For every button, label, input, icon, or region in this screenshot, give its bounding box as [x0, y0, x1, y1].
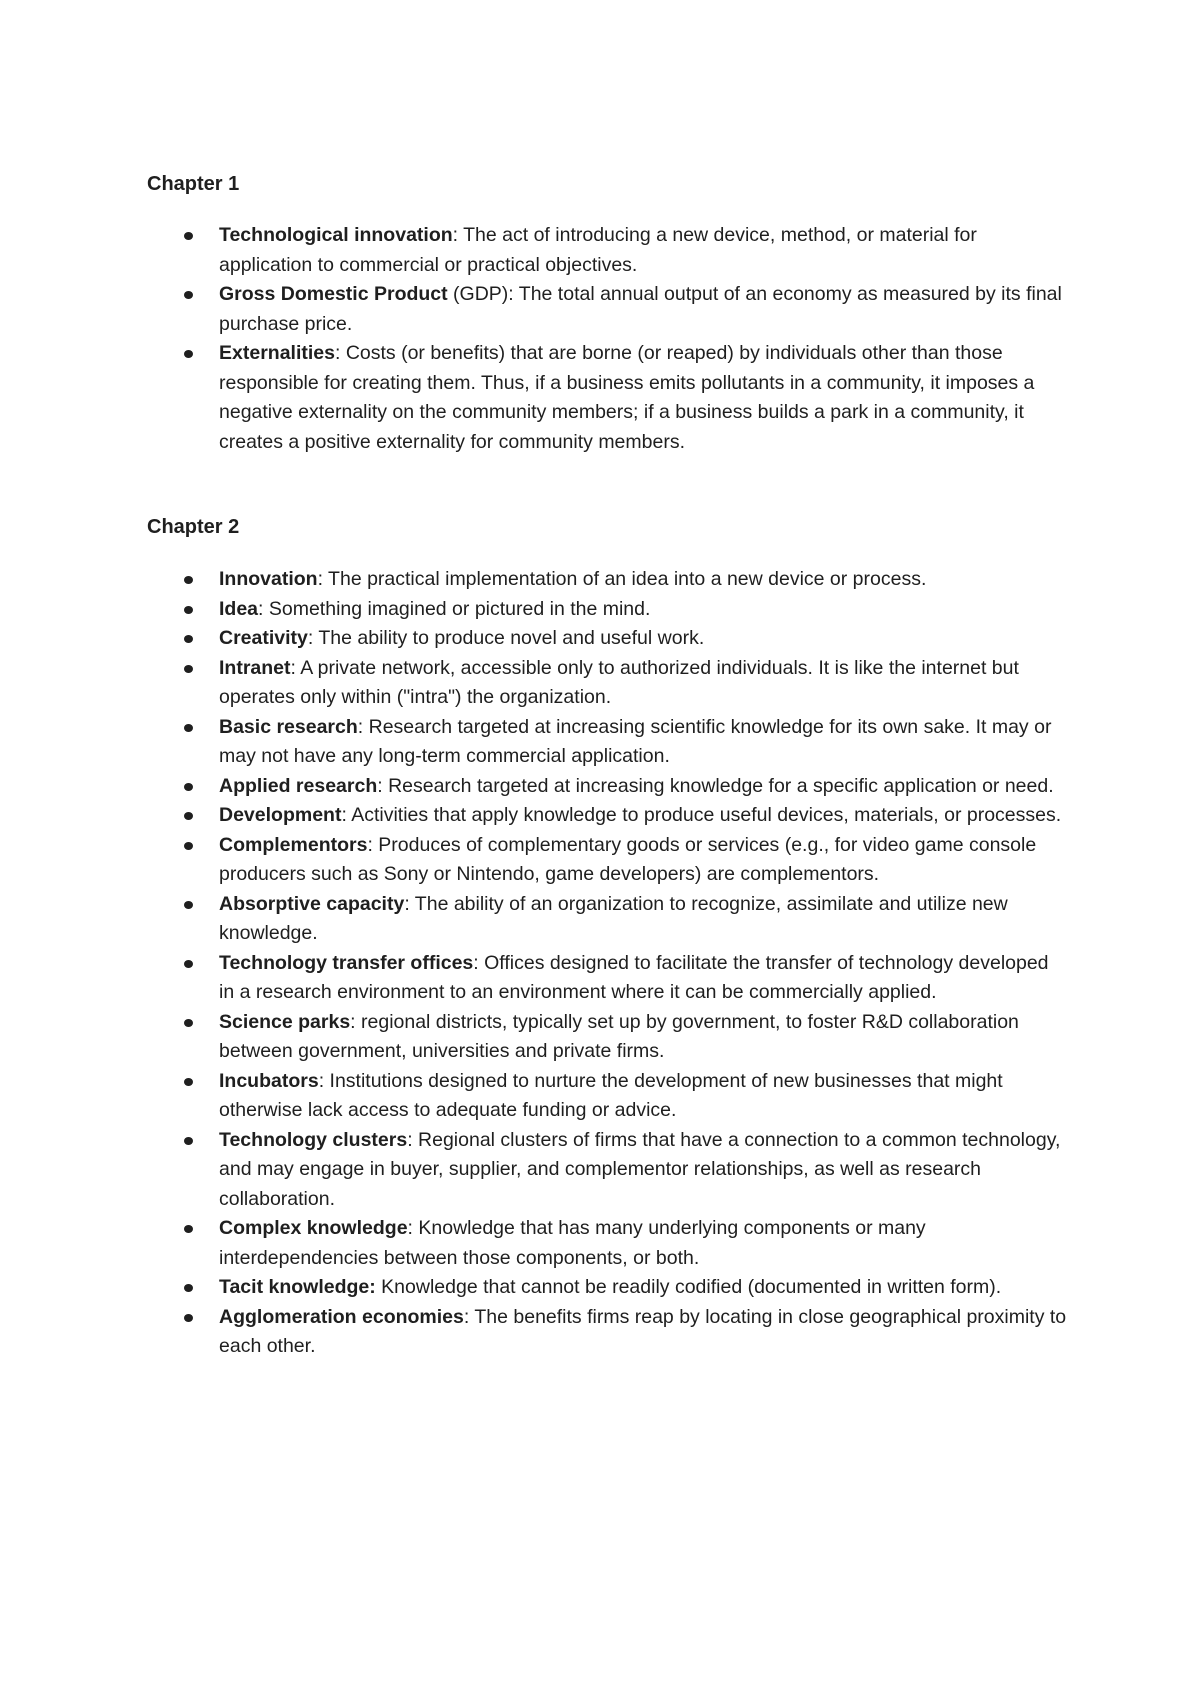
term-definition: : Regional clusters of firms that have a connection to a common technology, and may engage in buyer, supplier, and complementor relationships, as well as research collaboration.	[219, 1128, 1061, 1210]
bullet-icon	[184, 901, 193, 909]
list-item	[147, 1126, 1067, 1215]
list-item	[147, 1008, 1067, 1067]
bullet-icon	[184, 1225, 193, 1233]
term-definition: : Research targeted at increasing scientific knowledge for its own sake. It may or may not have any long-term commercial application.	[219, 715, 1052, 767]
list-item	[147, 339, 1067, 457]
term-definition: : The practical implementation of an idea into a new device or process.	[317, 568, 927, 590]
term-definition: : The ability of an organization to recognize, assimilate and utilize new knowledge.	[219, 892, 1008, 944]
term-name: Technology clusters	[219, 1128, 408, 1151]
bullet-icon	[184, 665, 193, 673]
term-name: Gross Domestic Product	[219, 283, 448, 305]
list-item	[147, 949, 1067, 1008]
term-definition: : The benefits firms reap by locating in close geographical proximity to each other.	[219, 1305, 1067, 1357]
bullet-icon	[184, 232, 193, 240]
term-definition: : Produces of complementary goods or services (e.g., for video game console producers such as Sony or Nintendo, game developers) are complementors.	[219, 833, 1037, 885]
list-item	[147, 280, 1067, 339]
term-definition: : Knowledge that has many underlying components or many interdependencies between those components, or both.	[219, 1217, 926, 1269]
bullet-icon	[184, 635, 193, 643]
term-name: Complementors	[219, 833, 368, 856]
bullet-icon	[184, 1137, 193, 1145]
term-definition: (GDP): The total annual output of an economy as measured by its final purchase price.	[219, 283, 1062, 335]
bullet-icon	[184, 606, 193, 614]
list-item	[147, 1303, 1067, 1362]
list-item	[147, 713, 1067, 772]
list-item	[147, 1273, 1067, 1303]
chapter-1-heading: Chapter 1	[147, 173, 240, 195]
chapter-2-heading: Chapter 2	[147, 516, 240, 538]
term-definition: : The act of introducing a new device, method, or material for application to commercial or practical objectives.	[219, 224, 977, 276]
list-item	[147, 654, 1067, 713]
term-definition: : regional districts, typically set up by government, to foster R&D collaboration between government, universities and private firms.	[219, 1010, 1019, 1062]
term-definition: Knowledge that cannot be readily codified (documented in written form).	[375, 1276, 1002, 1298]
term-name: Complex knowledge	[219, 1217, 408, 1239]
term-name: Technology transfer offices	[219, 951, 474, 974]
bullet-icon	[184, 291, 193, 299]
term-definition: : Costs (or benefits) that are borne (or reaped) by individuals other than those responsible for creating them. Thus, if a business emits pollutants in a community, it imposes a negative externality on the community members; if a business builds a park in a community, it creates a positive externality for community members.	[219, 342, 1035, 453]
bullet-icon	[184, 1284, 193, 1292]
term-name: Intranet	[219, 656, 291, 679]
term-name: Incubators	[219, 1069, 319, 1092]
term-name: Basic research	[219, 715, 358, 738]
term-name: Development	[219, 804, 342, 826]
term-definition: : Research targeted at increasing knowledge for a specific application or need.	[377, 774, 1054, 797]
bullet-icon	[184, 842, 193, 850]
term-definition: : Offices designed to facilitate the transfer of technology developed in a research environment to an environment where it can be commercially applied.	[219, 951, 1049, 1003]
list-item	[147, 772, 1067, 802]
list-item	[147, 221, 1067, 280]
list-item	[147, 801, 1067, 831]
term-name: Innovation	[219, 568, 318, 590]
term-name: Tacit knowledge:	[219, 1276, 376, 1298]
bullet-icon	[184, 724, 193, 732]
bullet-icon	[184, 1078, 193, 1086]
bullet-icon	[184, 783, 193, 791]
term-definition: : A private network, accessible only to authorized individuals. It is like the internet but operates only within ("intra") the organization.	[219, 656, 1019, 708]
bullet-icon	[184, 812, 193, 820]
bullet-icon	[184, 1019, 193, 1027]
bullet-icon	[184, 350, 193, 358]
term-name: Technological innovation	[219, 224, 453, 246]
term-name: Science parks	[219, 1010, 351, 1033]
list-item	[147, 1214, 1067, 1273]
term-name: Idea	[219, 597, 259, 620]
bullet-icon	[184, 960, 193, 968]
list-item	[147, 624, 1067, 654]
term-name: Applied research	[219, 774, 378, 797]
term-definition: : Institutions designed to nurture the development of new businesses that might otherwise lack access to adequate funding or advice.	[219, 1069, 1003, 1121]
list-item	[147, 831, 1067, 890]
list-item	[147, 565, 1067, 595]
term-name: Creativity	[219, 627, 308, 649]
term-name: Absorptive capacity	[219, 892, 405, 915]
chapter-1-term-list	[147, 221, 1067, 457]
list-item	[147, 595, 1067, 625]
term-name: Externalities	[219, 342, 335, 364]
bullet-icon	[184, 1314, 193, 1322]
list-item	[147, 1067, 1067, 1126]
term-definition: : The ability to produce novel and useful work.	[307, 627, 705, 649]
term-definition: : Something imagined or pictured in the mind.	[258, 597, 651, 620]
bullet-icon	[184, 576, 193, 584]
list-item	[147, 890, 1067, 949]
term-name: Agglomeration economies	[219, 1305, 464, 1328]
term-definition: : Activities that apply knowledge to produce useful devices, materials, or processes.	[341, 804, 1062, 826]
chapter-2-term-list	[147, 565, 1067, 1362]
